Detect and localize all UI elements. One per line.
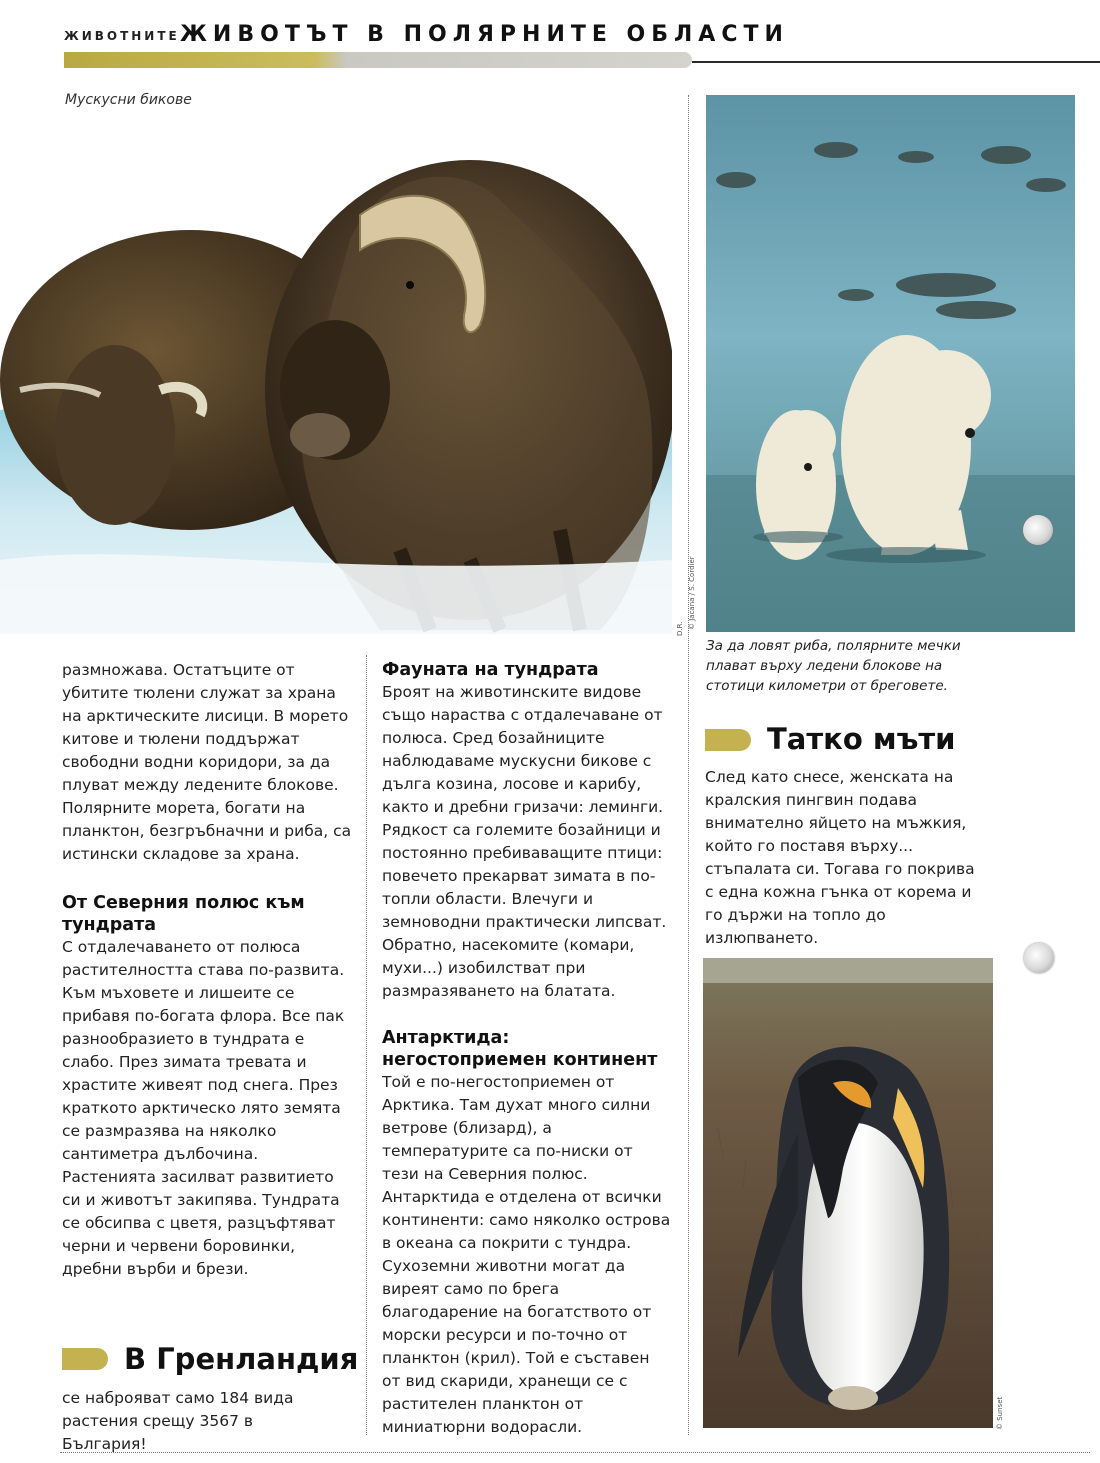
header-bar — [64, 52, 692, 68]
greenland-text: се наброяват само 184 вида растения срещу 3567 в България! — [62, 1389, 294, 1453]
king-penguin-photo — [703, 958, 993, 1428]
bears-credit: © Jacana / S. Cordier — [688, 556, 696, 630]
penguin-credit: © Sunset — [996, 1396, 1004, 1430]
column-1 — [62, 659, 352, 1281]
page-title: ЖИВОТЪТ В ПОЛЯРНИТЕ ОБЛАСТИ — [180, 22, 789, 47]
daddy-title: Татко мъти — [767, 722, 956, 756]
muskox-credit: D.R. — [676, 621, 684, 636]
fauna-paragraph: Броят на животинските видове също нараства с отдалечаване от полюса. Сред бозайниците наблюдаваме мускусни бикове с дълга козина, лосове и карибу, както и дребни гризачи: леминги. Рядкост са големите бозайници и постоянно пребиваващите птици: повечето прекарват зимата в по-топли области. Влечуги и земноводни практически липсват. Обратно, насекомите (комари, мухи...) изобилстват при размразяването на блатата. — [382, 683, 667, 1000]
muskox-photo — [0, 90, 672, 634]
column-divider-1 — [366, 655, 367, 1435]
header-rule — [692, 61, 1100, 63]
muskox-caption: Мускусни бикове — [65, 92, 192, 108]
heading-tundra-fauna: Фауната на тундрата — [382, 660, 599, 680]
daddy-text: След като снесе, женската на кралския пингвин подава внимателно яйцето на мъжкия, който го поставя върху... стъпалата си. Тогава го покрива с една кожна гънка от корема и го държи на топло до излюпването. — [705, 768, 975, 947]
tundra-paragraph: С отдалечаването от полюса растителността става по-развита. Към мъховете и лишеите се прибавя по-богата флора. Все пак разнообразието в тундрата е слабо. През зимата тревата и храстите живеят под снега. През краткото арктическо лято земята се размразява на няколко сантиметра дълбочина. Растенията засилват развитието си и животът закипява. Тундрата се обсипва с цветя, разцъфтяват черни и червени боровинки, дребни върби и брези. — [62, 938, 345, 1278]
bottom-rule — [60, 1452, 1090, 1453]
punch-hole-top — [1023, 515, 1053, 545]
daddy-marker — [705, 729, 751, 751]
antarctica-paragraph: Той е по-негостоприемен от Арктика. Там духат много силни ветрове (близард), а температурите са по-ниски от тези на Северния полюс. Антарктида е отделена от всички континенти: само няколко острова в океана са покрити с тундра. Сухоземни животни могат да виреят само по брега благодарение на богатството от морски ресурси и по-точно от планктон (крил). Той е съставен от вид скариди, хранещи се с растителен планктон от миниатюрни водорасли. — [382, 1073, 671, 1436]
column-2 — [382, 659, 672, 1439]
punch-hole-bottom — [1024, 943, 1054, 973]
greenland-title: В Гренландия — [124, 1342, 359, 1376]
heading-north-pole-tundra: От Северния полюс към тундрата — [62, 893, 305, 935]
greenland-marker — [62, 1348, 108, 1370]
intro-paragraph: размножава. Остатъците от убитите тюлени служат за храна на арктическите лисици. В морето китове и тюлени поддържат свободни водни коридори, за да плуват между ледените блокове. Полярните морета, богати на планктон, безгръбначни и риба, са истински складове за храна. — [62, 661, 352, 863]
polar-bears-photo — [706, 95, 1075, 632]
heading-antarctica: Антарктида: негостоприемен континент — [382, 1028, 658, 1070]
column-divider-2 — [688, 95, 689, 1435]
section-label: ЖИВОТНИТЕ — [64, 29, 180, 43]
bears-caption: За да ловят риба, полярните мечки плават върху ледени блокове на стотици километри от бреговете. — [706, 638, 961, 694]
